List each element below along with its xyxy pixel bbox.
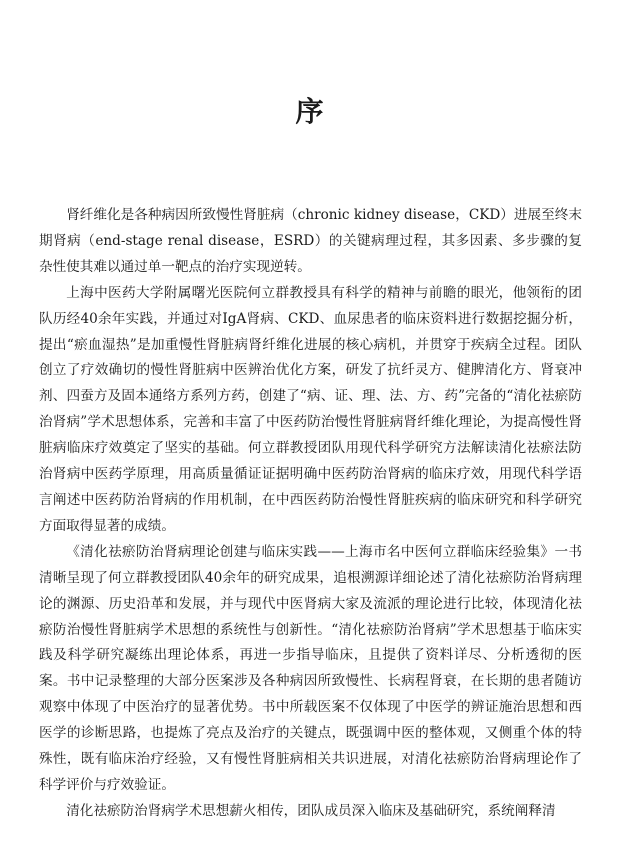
paragraph-4: 清化祛瘀防治肾病学术思想薪火相传，团队成员深入临床及基础研究，系统阐释清 bbox=[66, 802, 556, 819]
page-title: 序 bbox=[295, 95, 326, 128]
preface-body bbox=[39, 203, 582, 825]
paragraph-2: 上海中医药大学附属曙光医院何立群教授具有科学的精神与前瞻的眼光，他领衔的团队历经40余年实践，并通过对IgA肾病、CKD、血尿患者的临床资料进行数据挖掘分析，提出“瘀血湿热”是加重慢性肾脏病肾纤维化进展的核心病机，并贯穿于疾病全过程。团队创立了疗效确切的慢性肾脏病中医辨治优化方案，研发了抗纤灵方、健脾清化方、肾衰冲剂、四蚕方及固本通络方系列方药，创建了“病、证、理、法、方、药”完备的“清化祛瘀防治肾病”学术思想体系，完善和丰富了中医药防治慢性肾脏病肾纤维化理论，为提高慢性肾脏病临床疗效奠定了坚实的基础。何立群教授团队用现代科学研究方法解读清化祛瘀法防治肾病中医药学原理，用高质量循证证据明确中医药防治肾病的临床疗效，用现代科学语言阐述中医药防治肾病的作用机制，在中西医药防治慢性肾脏疾病的临床研究和科学研究方面取得显著的成绩。 bbox=[39, 284, 582, 534]
paragraph-3: 《清化祛瘀防治肾病理论创建与临床实践——上海市名中医何立群临床经验集》一书清晰呈现了何立群教授团队40余年的研究成果，追根溯源详细论述了清化祛瘀防治肾病理论的渊源、历史沿革和发展，并与现代中医肾病大家及流派的理论进行比较，体现清化祛瘀防治慢性肾脏病学术思想的系统性与创新性。“清化祛瘀防治肾病”学术思想基于临床实践及科学研究凝练出理论体系，再进一步指导临床，且提供了资料详尽、分析透彻的医案。书中记录整理的大部分医案涉及各种病因所致慢性、长病程肾衰，在长期的患者随访观察中体现了中医治疗的显著优势。书中所载医案不仅体现了中医学的辨证施治思想和西医学的诊断思路，也提炼了亮点及治疗的关键点，既强调中医的整体观，又侧重个体的特殊性，既有临床治疗经验，又有慢性肾脏病相关共识进展，对清化祛瘀防治肾病理论作了科学评价与疗效验证。 bbox=[39, 543, 582, 793]
paragraph-1: 肾纤维化是各种病因所致慢性肾脏病（chronic kidney disease，CKD）进展至终末期肾病（end-stage renal disease，ESRD）的关键病理过程，其多因素、多步骤的复杂性使其难以通过单一靶点的治疗实现逆转。 bbox=[39, 207, 582, 275]
